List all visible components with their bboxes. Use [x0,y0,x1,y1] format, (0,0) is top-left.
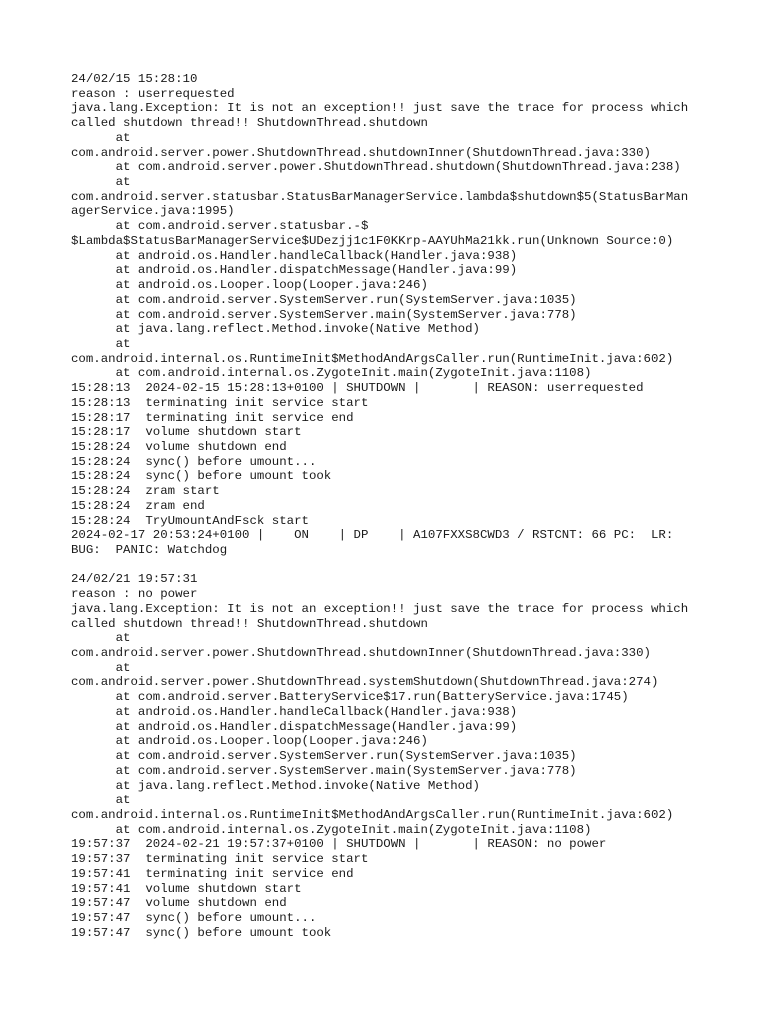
log-line: at com.android.server.power.ShutdownThread.shutdown(ShutdownThread.java:238) [71,160,681,175]
log-line: BUG: PANIC: Watchdog [71,543,228,557]
log-line: agerService.java:1995) [71,204,235,219]
log-line: 19:57:47 sync() before umount took [71,925,332,940]
log-entry-block [71,72,711,558]
log-line: 15:28:24 TryUmountAndFsck start [71,513,309,528]
log-line: at com.android.server.SystemServer.run(SystemServer.java:1035) [71,749,577,764]
log-line: 15:28:24 sync() before umount... [71,454,317,469]
log-line: called shutdown thread!! ShutdownThread.shutdown [71,616,428,631]
log-line: 19:57:37 terminating init service start [71,852,369,867]
log-line: at android.os.Looper.loop(Looper.java:246) [71,734,428,749]
log-line: at [71,793,131,808]
log-line: at android.os.Handler.dispatchMessage(Handler.java:99) [71,263,518,278]
log-line: at android.os.Handler.handleCallback(Handler.java:938) [71,248,518,263]
log-line: 15:28:17 volume shutdown start [71,425,302,440]
log-line: com.android.server.power.ShutdownThread.shutdownInner(ShutdownThread.java:330) [71,145,651,160]
log-line: at [71,175,131,190]
log-line: com.android.internal.os.RuntimeInit$MethodAndArgsCaller.run(RuntimeInit.java:602) [71,807,674,822]
log-line: at com.android.server.SystemServer.main(SystemServer.java:778) [71,307,577,322]
log-line: called shutdown thread!! ShutdownThread.shutdown [71,116,428,131]
log-line: java.lang.Exception: It is not an exception!! just save the trace for process which [71,601,689,616]
log-line: reason : no power [71,587,198,602]
log-line: 15:28:13 terminating init service start [71,395,369,410]
log-line: $Lambda$StatusBarManagerService$UDezjj1c1F0KKrp-AAYUhMa21kk.run(Unknown Source:0) [71,233,674,248]
log-entry-block [71,572,711,940]
log-line: com.android.server.power.ShutdownThread.systemShutdown(ShutdownThread.java:274) [71,675,659,690]
log-line: com.android.server.power.ShutdownThread.shutdownInner(ShutdownThread.java:330) [71,646,651,661]
log-line: at android.os.Looper.loop(Looper.java:246) [71,278,428,293]
log-line: 15:28:24 sync() before umount took [71,469,332,484]
log-line: 19:57:37 2024-02-21 19:57:37+0100 | SHUTDOWN | | REASON: no power [71,837,607,852]
log-line: 19:57:47 volume shutdown end [71,896,287,911]
log-line: 15:28:24 zram start [71,484,220,499]
log-line: at com.android.internal.os.ZygoteInit.main(ZygoteInit.java:1108) [71,366,592,381]
log-line: at java.lang.reflect.Method.invoke(Native Method) [71,778,480,793]
log-line: at java.lang.reflect.Method.invoke(Native Method) [71,322,480,337]
log-line: at [71,336,131,351]
log-line: 2024-02-17 20:53:24+0100 | ON | DP | A107FXXS8CWD3 / RSTCNT: 66 PC: LR: [71,528,674,543]
log-line: at android.os.Handler.dispatchMessage(Handler.java:99) [71,719,518,734]
log-line: com.android.internal.os.RuntimeInit$MethodAndArgsCaller.run(RuntimeInit.java:602) [71,351,674,366]
log-line: 15:28:13 2024-02-15 15:28:13+0100 | SHUTDOWN | | REASON: userrequested [71,381,644,396]
log-line: at [71,660,131,675]
log-line: 19:57:41 terminating init service end [71,866,354,881]
log-line: 24/02/21 19:57:31 [71,572,198,587]
log-document [71,72,711,940]
log-line: at com.android.server.SystemServer.main(SystemServer.java:778) [71,763,577,778]
log-line: 19:57:41 volume shutdown start [71,881,302,896]
log-line: java.lang.Exception: It is not an exception!! just save the trace for process which [71,101,689,116]
log-line: 15:28:24 volume shutdown end [71,439,287,454]
log-line: com.android.server.statusbar.StatusBarManagerService.lambda$shutdown$5(StatusBarMan [71,189,689,204]
log-line: at com.android.server.BatteryService$17.run(BatteryService.java:1745) [71,690,629,705]
log-line: at android.os.Handler.handleCallback(Handler.java:938) [71,704,518,719]
log-line: at com.android.internal.os.ZygoteInit.main(ZygoteInit.java:1108) [71,822,592,837]
log-line: at [71,631,131,646]
log-line: 15:28:17 terminating init service end [71,410,354,425]
log-line: 24/02/15 15:28:10 [71,72,198,86]
log-line: at com.android.server.statusbar.-$ [71,219,369,234]
log-line: at com.android.server.SystemServer.run(SystemServer.java:1035) [71,292,577,307]
log-line: reason : userrequested [71,86,235,101]
log-line: at [71,130,131,145]
log-line: 15:28:24 zram end [71,498,205,513]
log-line: 19:57:47 sync() before umount... [71,910,317,925]
block-separator [71,558,711,573]
